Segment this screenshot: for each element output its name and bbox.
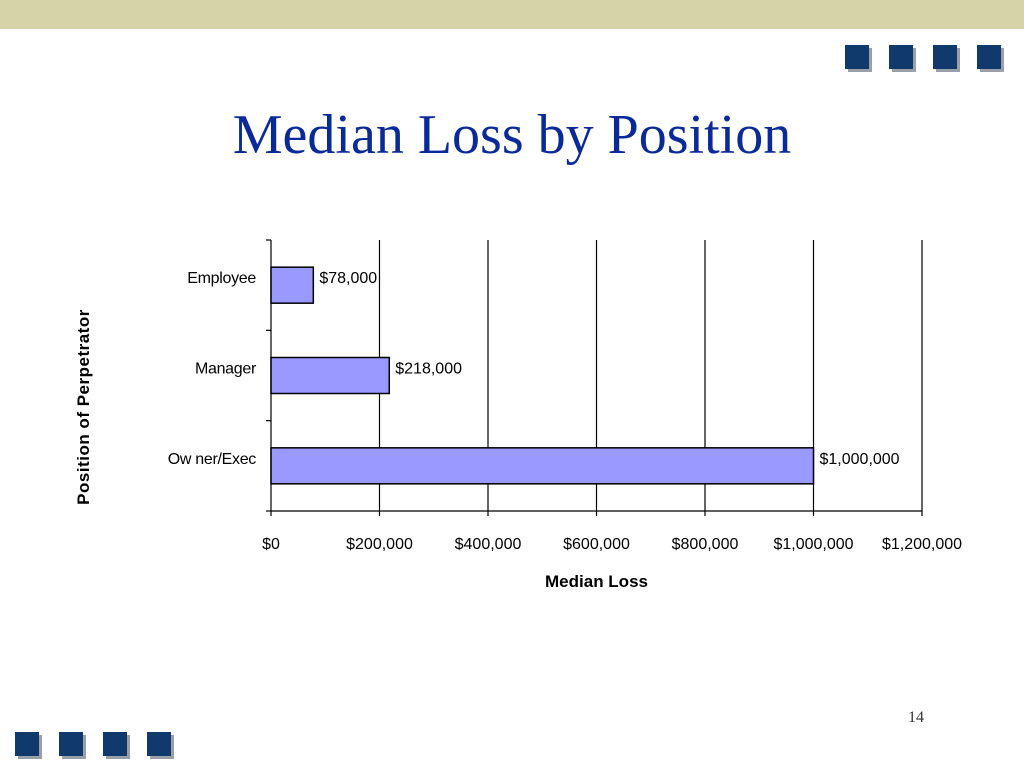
bar [271,267,313,303]
page-number: 14 [908,709,924,726]
square-icon [59,732,83,756]
category-label: Employee [187,270,256,288]
x-axis-label: Median Loss [545,572,648,591]
x-tick-label: $0 [262,536,280,553]
data-label: $1,000,000 [819,450,900,468]
x-tick-label: $1,200,000 [881,536,963,553]
category-label: Ow ner/Exec [167,450,256,468]
bar [271,448,814,484]
category-label: Manager [194,360,256,378]
bar [271,358,389,394]
data-label: $218,000 [395,360,462,378]
x-tick-label: $200,000 [346,536,413,553]
slide-title: Median Loss by Position [232,104,792,166]
square-icon [103,732,127,756]
x-tick-label: $1,000,000 [773,536,854,553]
x-tick-label: $600,000 [563,536,630,553]
x-tick-label: $400,000 [454,536,522,553]
y-axis-label: Position of Perpetrator [74,309,93,505]
data-label: $78,000 [319,270,378,288]
square-icon [147,732,171,756]
square-icon [15,732,39,756]
bottom-square-decoration [15,732,171,756]
x-tick-label: $800,000 [671,536,739,553]
